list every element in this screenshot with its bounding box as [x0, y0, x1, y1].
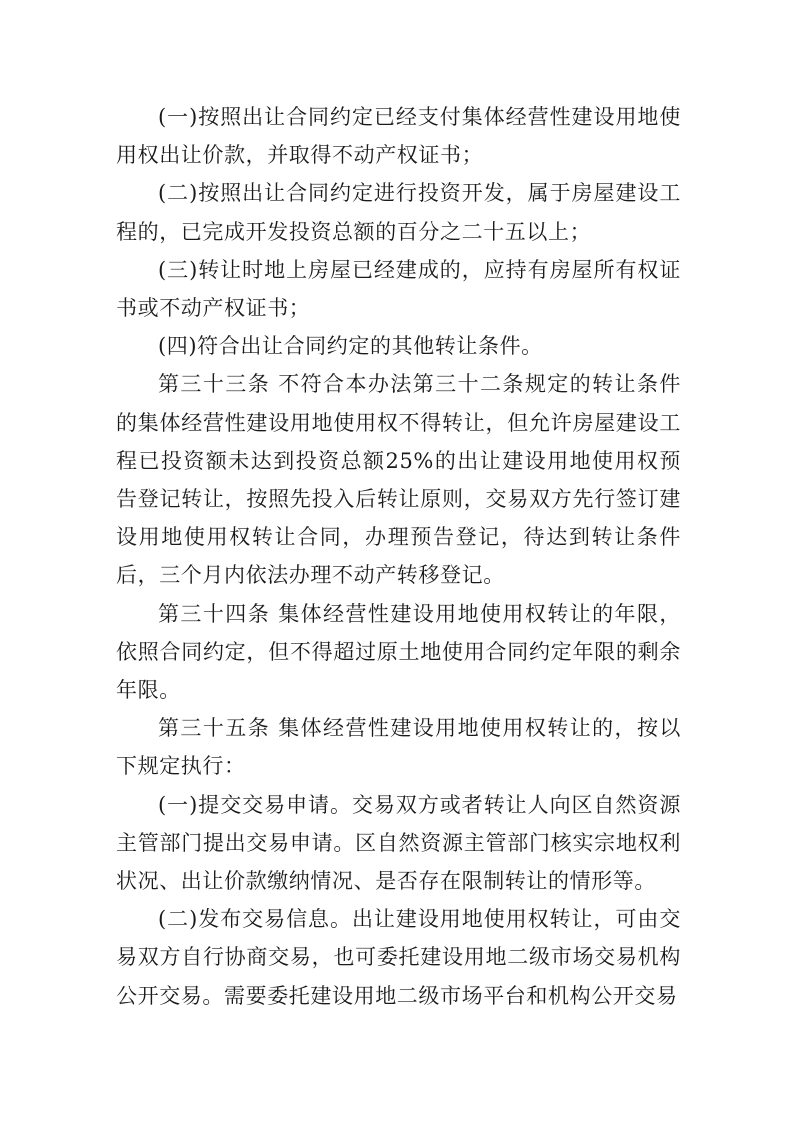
paragraph-article-35-item-1: (一)提交交易申请。交易双方或者转让人向区自然资源主管部门提出交易申请。区自然资源主管部门核实宗地权利状况、出让价款缴纳情况、是否存在限制转让的情形等。: [116, 792, 681, 894]
paragraph-clause-2: (二)按照出让合同约定进行投资开发，属于房屋建设工程的，已完成开发投资总额的百分之二十五以上；: [116, 181, 681, 244]
paragraph-article-34: 第三十四条 集体经营性建设用地使用权转让的年限，依照合同约定，但不得超过原土地使用合同约定年限的剩余年限。: [116, 601, 681, 703]
paragraph-article-33: 第三十三条 不符合本办法第三十二条规定的转让条件的集体经营性建设用地使用权不得转让，但允许房屋建设工程已投资额未达到投资总额25%的出让建设用地使用权预告登记转让，按照先投入后转让原则，交易双方先行签订建设用地使用权转让合同，办理预告登记，待达到转让条件后，三个月内依法办理不动产转移登记。: [116, 372, 681, 588]
document-body: [116, 98, 681, 1015]
paragraph-article-35-item-2: (二)发布交易信息。出让建设用地使用权转让，可由交易双方自行协商交易，也可委托建设用地二级市场交易机构公开交易。需要委托建设用地二级市场平台和机构公开交易: [116, 907, 681, 1008]
paragraph-clause-4: (四)符合出让合同约定的其他转让条件。: [158, 334, 543, 359]
paragraph-article-35: 第三十五条 集体经营性建设用地使用权转让的，按以下规定执行：: [116, 716, 681, 779]
paragraph-clause-3: (三)转让时地上房屋已经建成的，应持有房屋所有权证书或不动产权证书；: [116, 257, 681, 321]
paragraph-clause-1: (一)按照出让合同约定已经支付集体经营性建设用地使用权出让价款，并取得不动产权证书；: [116, 105, 681, 168]
